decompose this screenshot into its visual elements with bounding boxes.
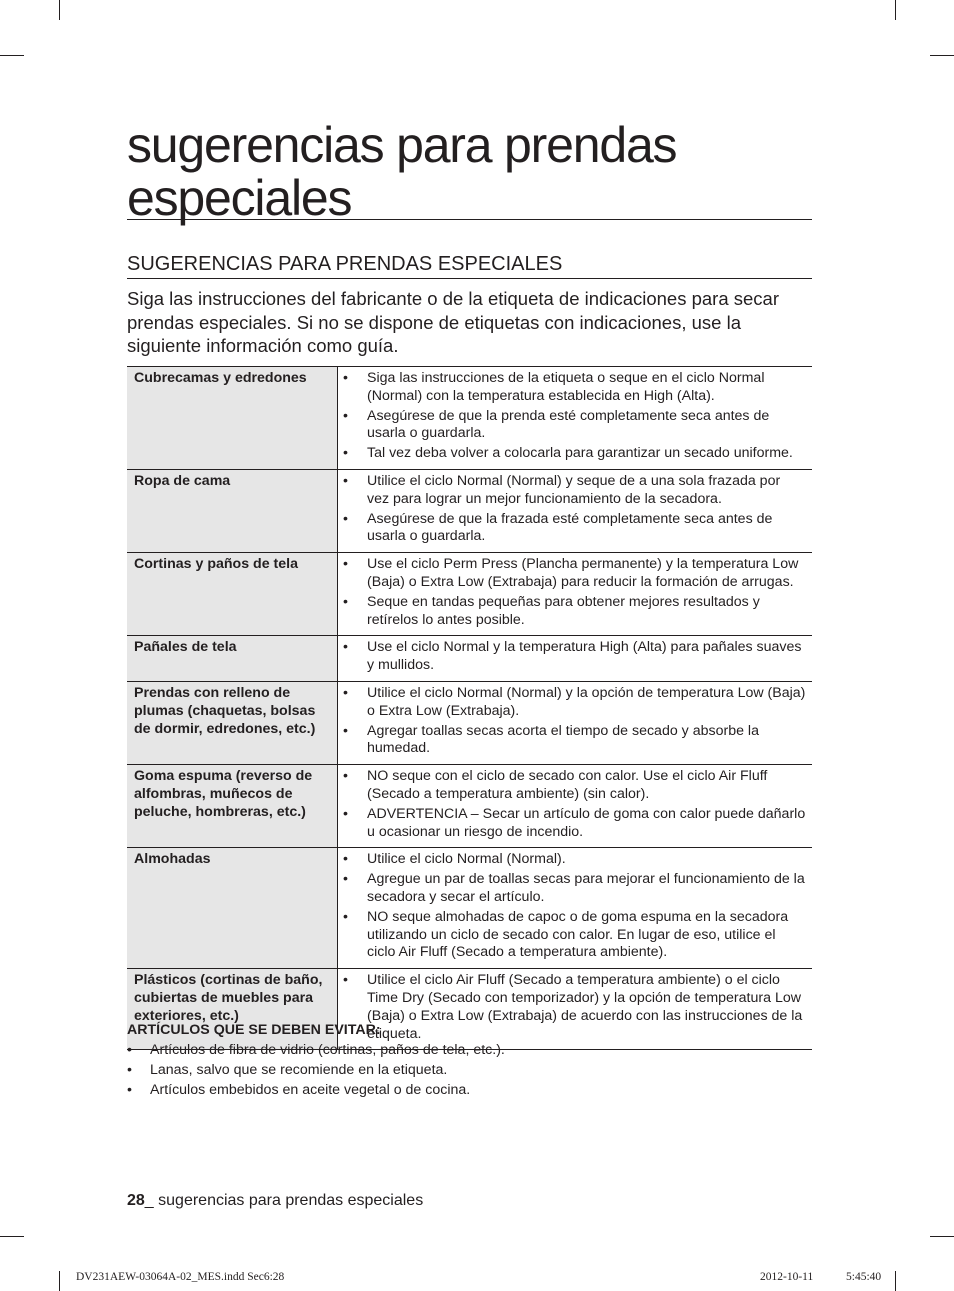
page-title-line-1: sugerencias para prendas — [127, 117, 677, 173]
slug-time: 5:45:40 — [846, 1271, 882, 1283]
crop-mark — [930, 55, 954, 56]
page-footer — [127, 1191, 423, 1211]
instructions-cell — [338, 553, 813, 636]
avoid-list — [127, 1040, 812, 1100]
table-row — [127, 681, 812, 764]
list-item: • ADVERTENCIA – Secar un artículo de goma con calor puede dañarlo u ocasionar un riesgo de incendio. — [338, 806, 806, 842]
instructions-cell — [338, 469, 813, 552]
table-row — [127, 469, 812, 552]
page-title-line-2: especiales — [127, 170, 352, 226]
special-garments-table — [127, 366, 812, 1050]
instructions-cell — [338, 848, 813, 969]
crop-mark — [0, 55, 24, 56]
crop-mark — [59, 1271, 60, 1291]
slug-date: 2012-10-11 — [760, 1271, 814, 1283]
instructions-cell — [338, 636, 813, 682]
intro-paragraph: Siga las instrucciones del fabricante o de la etiqueta de indicaciones para secar prendas especiales. Si no se dispone de etiquetas con indicaciones, use la siguiente información como guía. — [127, 288, 780, 356]
garment-type-cell: Almohadas — [127, 848, 338, 969]
garment-type-cell: Cubrecamas y edredones — [127, 367, 338, 470]
instructions-list — [338, 685, 806, 758]
list-item: • Agregue un par de toallas secas para mejorar el funcionamiento de la secadora y secar el artículo. — [338, 871, 806, 907]
list-item: • Artículos embebidos en aceite vegetal o de cocina. — [127, 1080, 812, 1100]
garment-type-cell: Prendas con relleno de plumas (chaquetas, bolsas de dormir, edredones, etc.) — [127, 681, 338, 764]
instructions-cell — [338, 367, 813, 470]
list-item: • Tal vez deba volver a colocarla para garantizar un secado uniforme. — [338, 445, 806, 463]
list-item: • Asegúrese de que la frazada esté completamente seca antes de usarla o guardarla. — [338, 511, 806, 547]
list-item: • NO seque con el ciclo de secado con calor. Use el ciclo Air Fluff (Secado a temperatura ambiente) (sin calor). — [338, 768, 806, 804]
instructions-cell — [338, 765, 813, 848]
crop-mark — [930, 1236, 954, 1237]
list-item: • Use el ciclo Normal y la temperatura High (Alta) para pañales suaves y mullidos. — [338, 639, 806, 675]
section-heading: SUGERENCIAS PARA PRENDAS ESPECIALES — [127, 252, 812, 279]
footer-text: _ sugerencias para prendas especiales — [144, 1192, 424, 1209]
list-item: • NO seque almohadas de capoc o de goma espuma en la secadora utilizando un ciclo de secado con calor. En lugar de eso, utilice el ciclo Air Fluff (Secado a temperatura ambiente). — [338, 909, 806, 962]
list-item: • Utilice el ciclo Air Fluff (Secado a temperatura ambiente) o el ciclo Time Dry (Secado con temporizador) y la opción de temperatura Low (Baja) o Extra Low (Extrabaja) de acuerdo con las instrucciones de la etiqueta. — [338, 972, 806, 1043]
table-row — [127, 765, 812, 848]
instructions-list — [338, 473, 806, 546]
avoid-title: ARTÍCULOS QUE SE DEBEN EVITAR: — [127, 1022, 381, 1038]
page-title — [127, 117, 812, 226]
table-row — [127, 848, 812, 969]
crop-mark — [895, 0, 896, 20]
list-item: • Use el ciclo Perm Press (Plancha permanente) y la temperatura Low (Baja) o Extra Low (Extrabaja) para reducir la formación de arrugas. — [338, 556, 806, 592]
list-item: • Seque en tandas pequeñas para obtener mejores resultados y retírelos lo antes posible. — [338, 594, 806, 630]
instructions-list — [338, 768, 806, 841]
garment-type-cell: Ropa de cama — [127, 469, 338, 552]
page-number: 28 — [127, 1192, 145, 1209]
table-row — [127, 553, 812, 636]
list-item: • Agregar toallas secas acorta el tiempo de secado y absorbe la humedad. — [338, 723, 806, 759]
instructions-list — [338, 639, 806, 675]
list-item: • Lanas, salvo que se recomiende en la etiqueta. — [127, 1060, 812, 1080]
garment-type-cell: Plásticos (cortinas de baño, cubiertas de muebles para exteriores, etc.) — [127, 969, 338, 1050]
list-item: • Siga las instrucciones de la etiqueta o seque en el ciclo Normal (Normal) con la temperatura establecida en High (Alta). — [338, 370, 806, 406]
instructions-list — [338, 556, 806, 629]
slug-file: DV231AEW-03064A-02_MES.indd Sec6:28 — [76, 1271, 285, 1283]
crop-mark — [895, 1271, 896, 1291]
instructions-list — [338, 370, 806, 463]
table-body — [127, 367, 812, 1050]
garment-type-cell: Goma espuma (reverso de alfombras, muñecos de peluche, hombreras, etc.) — [127, 765, 338, 848]
instructions-list — [338, 851, 806, 962]
crop-mark — [59, 0, 60, 20]
crop-mark — [0, 1236, 24, 1237]
table-row — [127, 367, 812, 470]
list-item: • Utilice el ciclo Normal (Normal). — [338, 851, 806, 869]
garment-type-cell: Cortinas y paños de tela — [127, 553, 338, 636]
list-item: • Utilice el ciclo Normal (Normal) y seque de a una sola frazada por vez para lograr un mejor funcionamiento de la secadora. — [338, 473, 806, 509]
list-item: • Asegúrese de que la prenda esté completamente seca antes de usarla o guardarla. — [338, 408, 806, 444]
list-item: • Artículos de fibra de vidrio (cortinas, paños de tela, etc.). — [127, 1040, 812, 1060]
garment-type-cell: Pañales de tela — [127, 636, 338, 682]
instructions-cell — [338, 681, 813, 764]
table-row — [127, 636, 812, 682]
list-item: • Utilice el ciclo Normal (Normal) y la opción de temperatura Low (Baja) o Extra Low (Extrabaja). — [338, 685, 806, 721]
avoid-section — [127, 1020, 812, 1100]
